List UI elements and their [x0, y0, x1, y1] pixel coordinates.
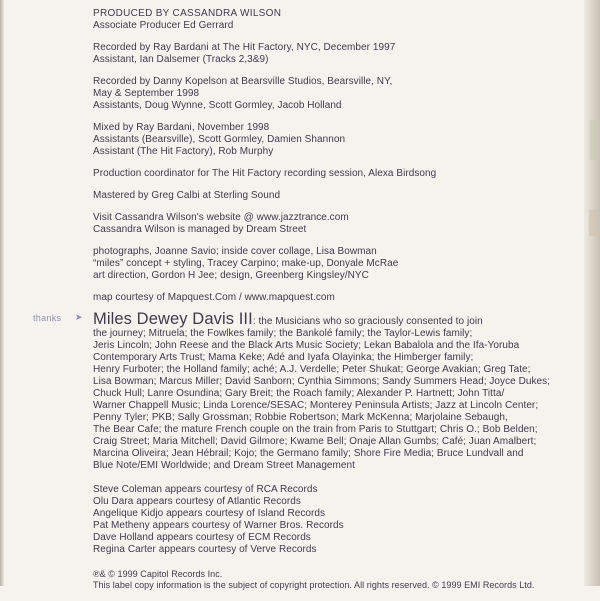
- credit-line: Assistants, Doug Wynne, Scott Gormley, Jacob Holland: [93, 100, 342, 111]
- courtesy-line: Olu Dara appears courtesy of Atlantic Records: [93, 496, 301, 507]
- thanks-first-rest: : the Musicians who so graciously consented to join: [252, 316, 483, 327]
- credit-line: map courtesy of Mapquest.Com / www.mapquest.com: [93, 292, 335, 303]
- credit-line: Assistants (Bearsville), Scott Gormley, Damien Shannon: [93, 134, 346, 145]
- courtesy-block: [93, 484, 580, 556]
- thanks-line: Lisa Bowman; Marcus Miller; David Sanborn; Cynthia Simmons; Sandy Summers Head; Joyce Dukes;: [93, 376, 550, 387]
- thanks-line: Warner Chappell Music; Linda Lorence/SESAC; Monterey Peninsula Artists; Jazz at Lincoln Center;: [93, 400, 539, 411]
- copyright-line: ℗& © 1999 Capitol Records Inc.: [93, 569, 223, 579]
- credit-line: “miles” concept + styling, Tracey Carpino; make-up, Donyale McRae: [93, 258, 399, 269]
- thanks-line: Blue Note/EMI Worldwide; and Dream Street Management: [93, 460, 355, 471]
- thanks-line: Penny Tyler; PKB; Sally Grossman; Robbie Robertson; Mark McKenna; Marjolaine Sebaugh,: [93, 412, 508, 423]
- credit-line: Assistant (The Hit Factory), Rob Murphy: [93, 146, 274, 157]
- copyright-line: This label copy information is the subject of copyright protection. All rights reserved. © 1999 EMI Records Ltd.: [93, 580, 535, 590]
- page-right-edge: [584, 0, 600, 586]
- credit-line: Recorded by Ray Bardani at The Hit Factory, NYC, December 1997: [93, 42, 396, 53]
- producer-block: [93, 8, 580, 32]
- courtesy-line: Angelique Kidjo appears courtesy of Island Records: [93, 508, 326, 519]
- thanks-line: Jeris Lincoln; John Reese and the Black Arts Music Society; Lekan Babalola and the Ifa-Yoruba: [93, 340, 520, 351]
- credits-column: [93, 8, 580, 601]
- website-block: [93, 212, 580, 236]
- thanks-line: Contemporary Arts Trust; Mama Keke; Adé and Iyafa Olayinka; the Himberger family;: [93, 352, 474, 363]
- thanks-line: Craig Street; Maria Mitchell; David Gilmore; Kwame Bell; Onaje Allan Gumbs; Café; Juan Amalbert;: [93, 436, 537, 447]
- credit-line: Mixed by Ray Bardani, November 1998: [93, 122, 270, 133]
- courtesy-line: Dave Holland appears courtesy of ECM Records: [93, 532, 311, 543]
- thanks-name: Miles Dewey Davis III: [93, 310, 253, 328]
- courtesy-line: Regina Carter appears courtesy of Verve Records: [93, 544, 317, 555]
- thanks-line: the journey; Mitruela; the Fowlkes family; the Bankolé family; the Taylor-Lewis family;: [93, 328, 473, 339]
- credit-line: Mastered by Greg Calbi at Sterling Sound: [93, 190, 281, 201]
- credit-line: art direction, Gordon H Jee; design, Greenberg Kingsley/NYC: [93, 270, 369, 281]
- recording-block-1: [93, 42, 580, 66]
- edge-stain: [590, 120, 598, 160]
- associate-producer: Associate Producer Ed Gerrard: [93, 20, 234, 31]
- photo-credits-block: [93, 246, 580, 282]
- arrow-right-icon: ➤: [75, 312, 83, 322]
- produced-by: PRODUCED BY CASSANDRA WILSON: [93, 8, 282, 19]
- edge-stain: [589, 210, 598, 236]
- credit-line: photographs, Joanne Savio; inside cover collage, Lisa Bowman: [93, 246, 377, 257]
- credit-line: Assistant, Ian Dalsemer (Tracks 2,3&9): [93, 54, 269, 65]
- copyright-block: [93, 569, 580, 591]
- thanks-first-line: [93, 310, 580, 328]
- mixing-block: [93, 122, 580, 158]
- credit-line: Recorded by Danny Kopelson at Bearsville Studios, Bearsville, NY,: [93, 76, 393, 87]
- thanks-line: Henry Furboter; the Holland family; aché; A.J. Verdelle; Peter Shukat; George Avakian; Greg Tate;: [93, 364, 531, 375]
- thanks-line: Chuck Hull; Lanre Osundina; Gary Breit; the Roach family; Alexander P. Hartnett; John Titta/: [93, 388, 505, 399]
- map-credit-block: [93, 292, 580, 304]
- credit-line: May & September 1998: [93, 88, 200, 99]
- credit-line: Visit Cassandra Wilson's website @ www.jazztrance.com: [93, 212, 349, 223]
- courtesy-line: Steve Coleman appears courtesy of RCA Records: [93, 484, 318, 495]
- coordinator-block: [93, 168, 580, 180]
- recording-block-2: [93, 76, 580, 112]
- thanks-block: [93, 310, 580, 472]
- credit-line: Cassandra Wilson is managed by Dream Street: [93, 224, 307, 235]
- credit-line: Production coordinator for The Hit Factory recording session, Alexa Birdsong: [93, 168, 437, 179]
- thanks-label: thanks: [33, 313, 62, 323]
- mastering-block: [93, 190, 580, 202]
- page-left-edge: [0, 0, 4, 586]
- courtesy-line: Pat Metheny appears courtesy of Warner Bros. Records: [93, 520, 344, 531]
- thanks-line: Marcina Oliveira; Jean Hébrail; Kojo; the Germano family; Shore Fire Media; Bruce Lundvall and: [93, 448, 524, 459]
- thanks-line: The Bear Cafe; the mature French couple on the train from Paris to Stuttgart; Chris O.; Bob Belden;: [93, 424, 538, 435]
